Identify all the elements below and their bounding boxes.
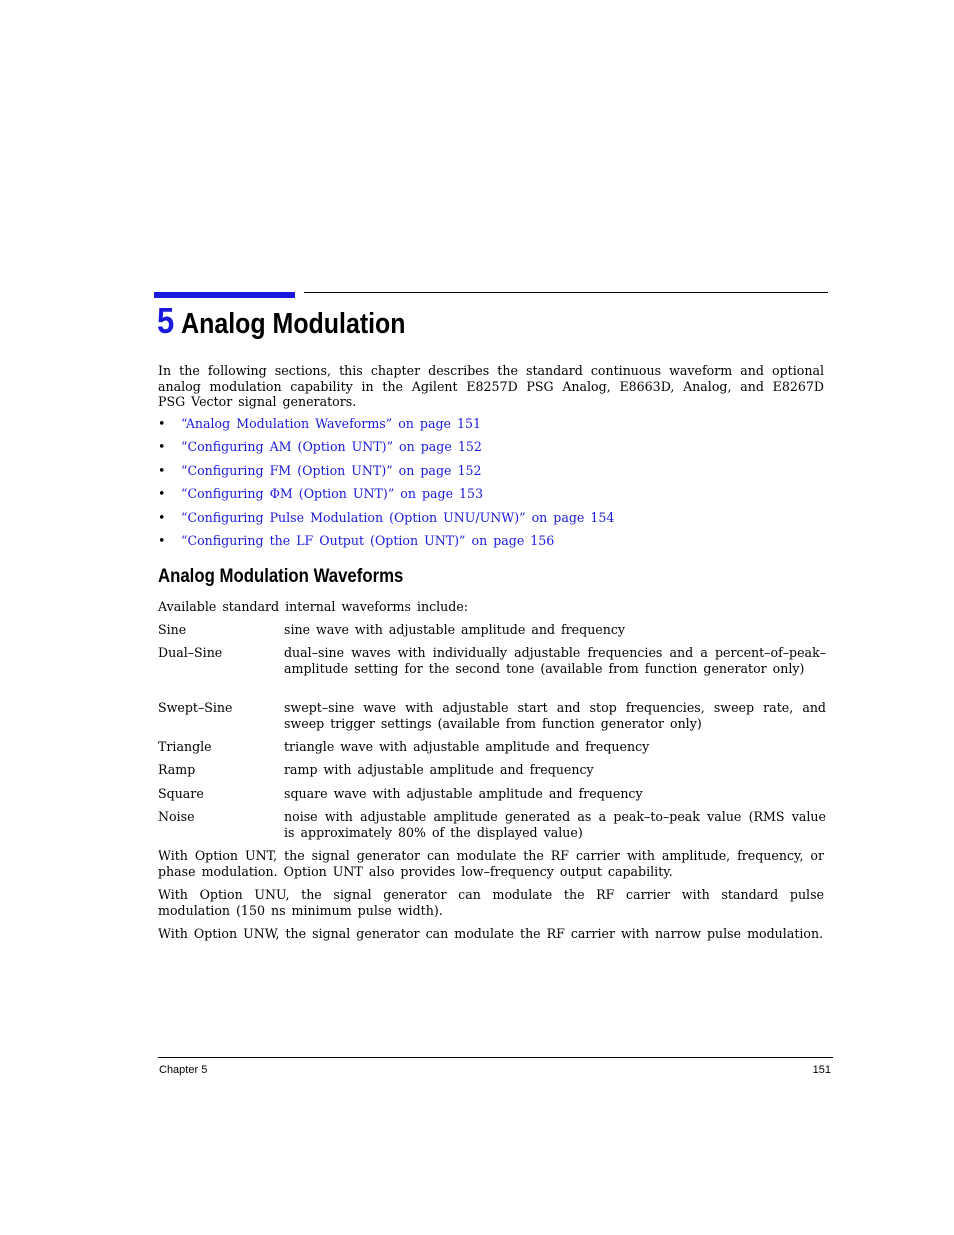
waveform-term-sine: Sine	[158, 622, 187, 637]
option-unt-paragraph: With Option UNT, the signal generator can modulate the RF carrier with amplitude, frequency, or phase modulation. Option UNT also provides low–frequency output capability.	[158, 848, 824, 879]
section-lead: Available standard internal waveforms include:	[158, 599, 469, 614]
list-item	[158, 416, 614, 439]
option-unw-paragraph: With Option UNW, the signal generator can modulate the RF carrier with narrow pulse modulation.	[158, 926, 824, 941]
link-configuring-pulse-modulation[interactable]: “Configuring Pulse Modulation (Option UNU/UNW)” on page 154	[181, 509, 615, 525]
list-item	[158, 439, 614, 462]
chapter-title	[157, 300, 406, 342]
chapter-title-text: Analog Modulation	[181, 308, 406, 340]
waveform-term-ramp: Ramp	[158, 762, 196, 777]
link-configuring-lf-output[interactable]: “Configuring the LF Output (Option UNT)” on page 156	[181, 532, 555, 548]
bullet-icon: •	[158, 486, 166, 502]
waveform-term-triangle: Triangle	[158, 739, 212, 754]
section-link-list	[158, 416, 614, 556]
bullet-icon: •	[158, 416, 166, 431]
link-configuring-fm[interactable]: “Configuring FM (Option UNT)” on page 152	[181, 462, 482, 478]
bullet-icon: •	[158, 532, 166, 548]
chapter-number: 5	[157, 300, 175, 341]
option-unu-paragraph: With Option UNU, the signal generator can modulate the RF carrier with standard pulse modulation (150 ns minimum pulse width).	[158, 887, 824, 918]
chapter-rule	[304, 292, 828, 293]
bullet-icon: •	[158, 462, 166, 478]
waveform-term-noise: Noise	[158, 809, 195, 824]
waveform-term-swept-sine: Swept–Sine	[158, 700, 233, 715]
waveform-desc-square: square wave with adjustable amplitude and frequency	[284, 786, 643, 801]
link-configuring-am[interactable]: “Configuring AM (Option UNT)” on page 152	[181, 439, 482, 455]
footer-chapter-label: Chapter 5	[159, 1064, 208, 1076]
bullet-icon: •	[158, 509, 166, 525]
waveform-desc-ramp: ramp with adjustable amplitude and frequency	[284, 762, 594, 777]
link-analog-modulation-waveforms[interactable]: “Analog Modulation Waveforms” on page 151	[181, 416, 482, 431]
link-configuring-phim[interactable]: “Configuring ΦM (Option UNT)” on page 153	[181, 486, 484, 502]
footer-page-number: 151	[812, 1064, 831, 1076]
waveform-desc-dual-sine: dual–sine waves with individually adjustable frequencies and a percent–of–peak–amplitude setting for the second tone (available from function generator only)	[284, 645, 826, 676]
footer-rule	[158, 1057, 833, 1058]
list-item	[158, 463, 614, 486]
waveform-term-dual-sine: Dual–Sine	[158, 645, 223, 660]
chapter-accent-bar	[154, 292, 295, 298]
waveform-desc-noise: noise with adjustable amplitude generated as a peak–to–peak value (RMS value is approximately 80% of the displayed value)	[284, 809, 826, 840]
waveform-term-square: Square	[158, 786, 204, 801]
section-heading: Analog Modulation Waveforms	[158, 565, 404, 587]
list-item	[158, 486, 614, 509]
waveform-desc-sine: sine wave with adjustable amplitude and frequency	[284, 622, 626, 637]
waveform-desc-swept-sine: swept–sine wave with adjustable start and stop frequencies, sweep rate, and sweep trigger settings (available from function generator only)	[284, 700, 826, 731]
list-item	[158, 533, 614, 556]
waveform-desc-triangle: triangle wave with adjustable amplitude and frequency	[284, 739, 650, 754]
list-item	[158, 510, 614, 533]
bullet-icon: •	[158, 439, 166, 455]
intro-paragraph: In the following sections, this chapter describes the standard continuous waveform and optional analog modulation capability in the Agilent E8257D PSG Analog, E8663D, Analog, and E8267D PSG Vector signal generators.	[158, 363, 824, 409]
